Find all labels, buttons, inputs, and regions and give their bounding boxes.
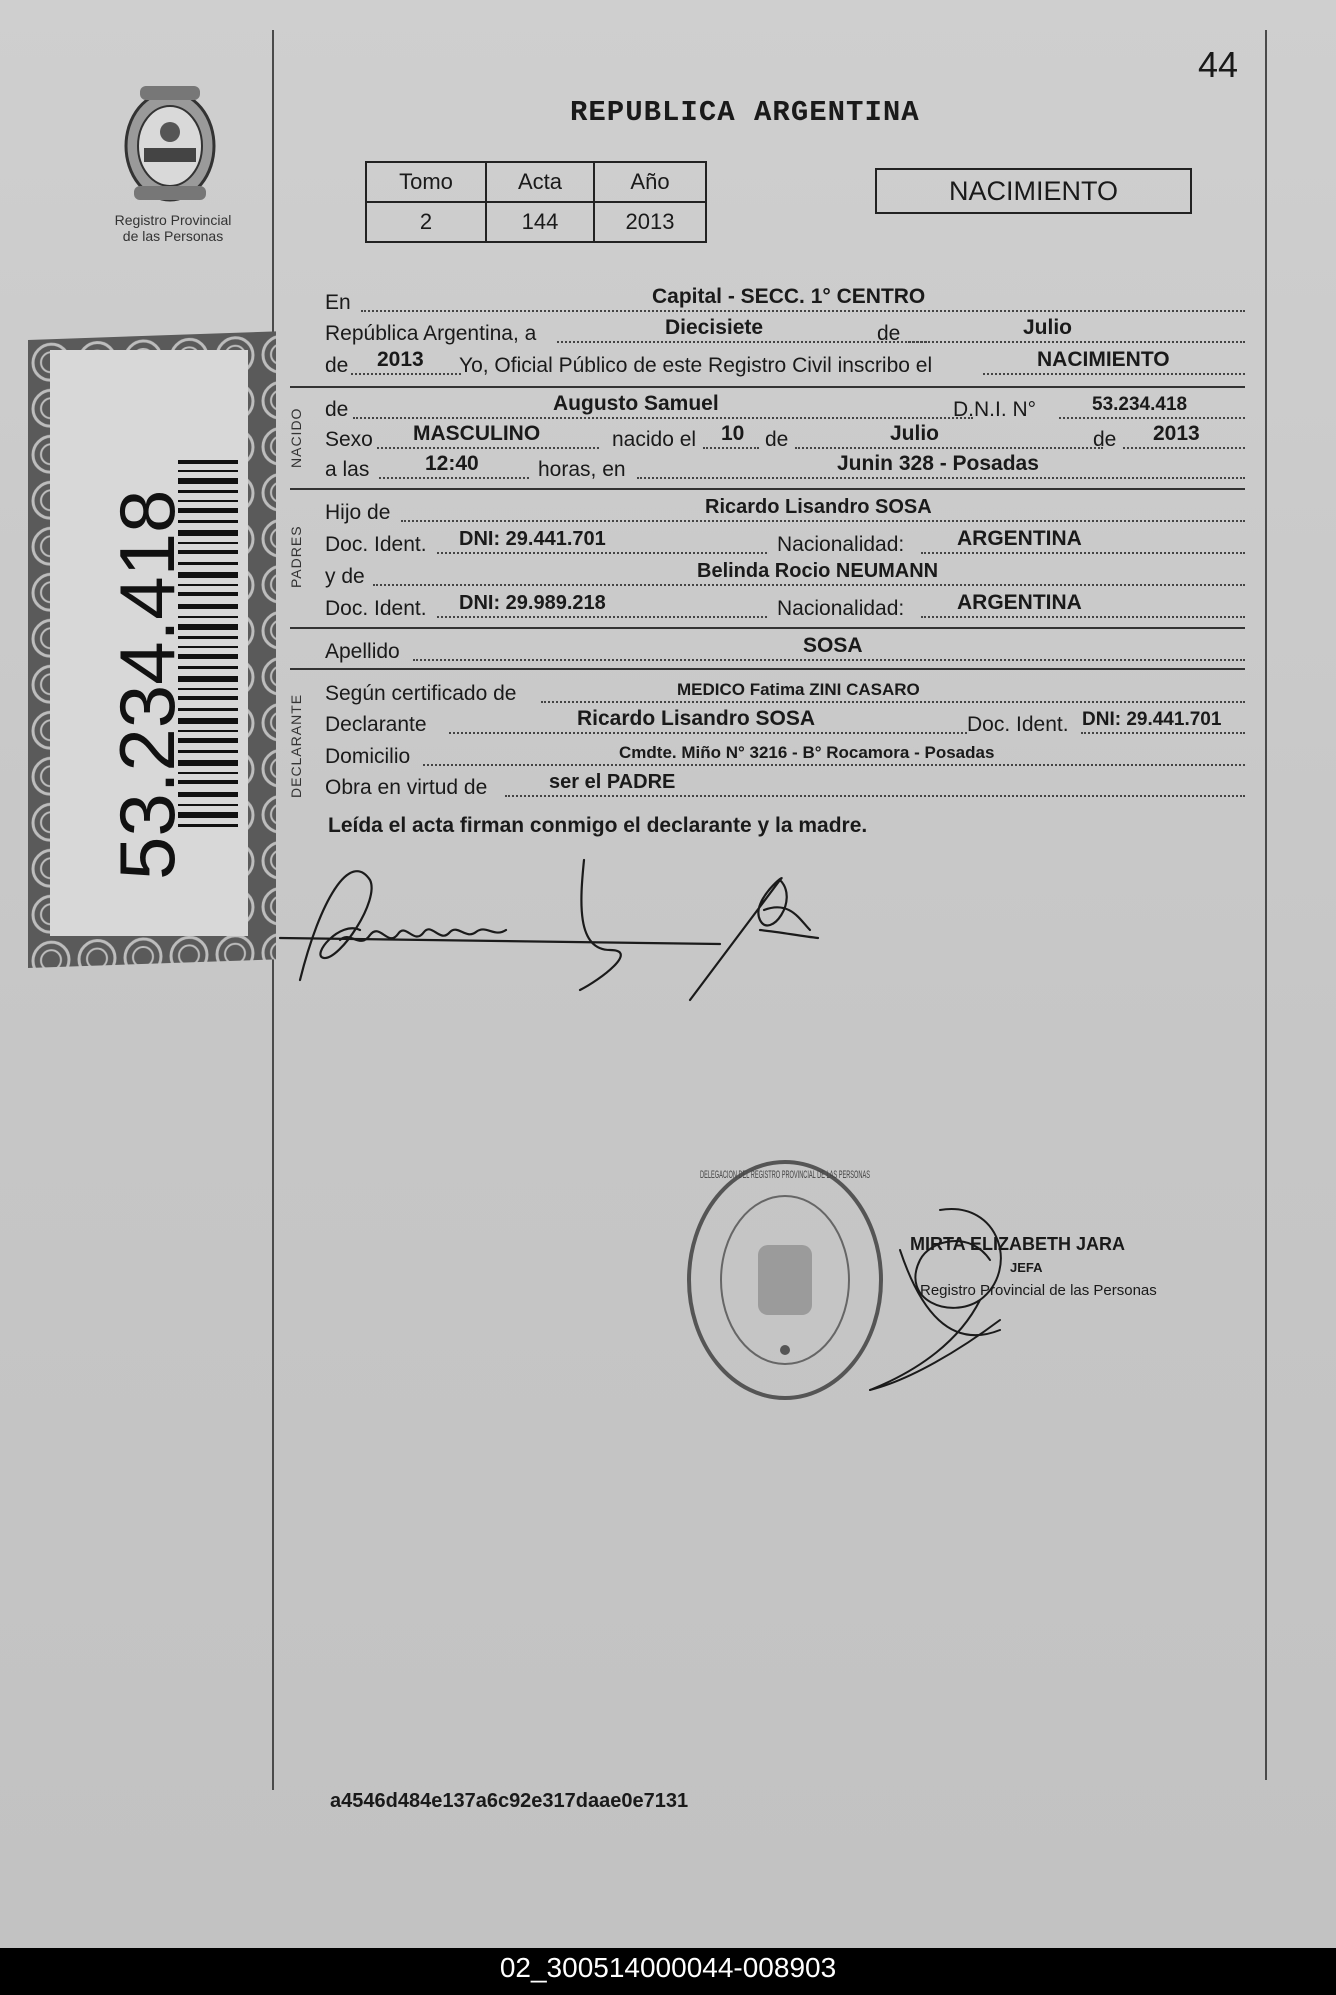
value-tomo: 2 xyxy=(366,202,486,242)
day-value: Diecisiete xyxy=(665,316,764,339)
section-label-nacido: NACIDO xyxy=(288,407,304,468)
month-value: Julio xyxy=(1023,316,1073,339)
signatures-graphic xyxy=(280,840,900,1010)
place-dots xyxy=(637,477,1245,479)
apellido-value: SOSA xyxy=(803,634,863,657)
mother-name-dots xyxy=(373,584,1245,586)
provincial-crest-icon xyxy=(114,82,226,206)
hijo-de-label: Hijo de xyxy=(325,501,391,524)
declarante-dots xyxy=(449,732,967,734)
value-anio: 2013 xyxy=(594,202,706,242)
declarante-doc-value: DNI: 29.441.701 xyxy=(1082,709,1222,730)
domicilio-value: Cmdte. Miño N° 3216 - B° Rocamora - Posadas xyxy=(619,743,995,762)
declarante-label: Declarante xyxy=(325,713,427,736)
father-doc-label: Doc. Ident. xyxy=(325,533,427,556)
section-label-padres: PADRES xyxy=(288,525,304,588)
separator-declarante-top xyxy=(290,668,1245,670)
value-acta: 144 xyxy=(486,202,594,242)
official-office: Registro Provincial de las Personas xyxy=(920,1282,1157,1299)
mother-name-value: Belinda Rocio NEUMANN xyxy=(697,560,939,582)
record-type-box: NACIMIENTO xyxy=(875,168,1192,214)
certificado-value: MEDICO Fatima ZINI CASARO xyxy=(677,680,920,699)
inscribo-dots xyxy=(983,373,1245,375)
year-value: 2013 xyxy=(377,348,424,371)
row-nacido-name xyxy=(325,394,1245,424)
mother-nat-dots xyxy=(921,616,1245,618)
father-doc-dots xyxy=(437,552,767,554)
father-nat-label: Nacionalidad: xyxy=(777,533,905,556)
obra-dots xyxy=(505,795,1245,797)
dni-value: 53.234.418 xyxy=(1092,394,1188,415)
mother-doc-label: Doc. Ident. xyxy=(325,597,427,620)
page-number: 44 xyxy=(1198,44,1239,85)
stamp-text: DELEGACION DEL REGISTRO PROVINCIAL DE LAS PERSONAS xyxy=(700,1169,870,1181)
separator-padres-top xyxy=(290,488,1245,490)
republica-label: República Argentina, a xyxy=(325,322,537,345)
row-certificado xyxy=(325,678,1245,708)
place-value: Junin 328 - Posadas xyxy=(837,452,1039,475)
republica-de-label: de xyxy=(877,322,901,345)
barcode-sticker-graphic xyxy=(28,340,276,968)
mother-nat-label: Nacionalidad: xyxy=(777,597,905,620)
registration-table xyxy=(365,161,707,243)
birth-day-dots xyxy=(703,447,759,449)
header-anio: Año xyxy=(594,162,706,202)
registry-label-line1: Registro Provincial xyxy=(114,212,232,228)
separator-nacido-top xyxy=(290,386,1245,388)
row-y-de xyxy=(325,561,1245,591)
separator-apellido-top xyxy=(290,627,1245,629)
birth-year-value: 2013 xyxy=(1153,422,1200,445)
official-name: MIRTA ELIZABETH JARA xyxy=(910,1234,1125,1254)
domicilio-label: Domicilio xyxy=(325,745,411,768)
footer-code: 02_300514000044-008903 xyxy=(499,1952,837,1983)
birth-month-dots xyxy=(795,447,1103,449)
document-hash: a4546d484e137a6c92e317daae0e7131 xyxy=(330,1790,689,1812)
horas-label: horas, en xyxy=(538,458,626,481)
sexo-dots xyxy=(377,447,599,449)
section-label-declarante: DECLARANTE xyxy=(288,693,304,798)
declarante-doc-label: Doc. Ident. xyxy=(967,713,1069,736)
domicilio-dots xyxy=(423,764,1245,766)
birth-year-dots xyxy=(1123,447,1245,449)
registration-value-row xyxy=(366,202,706,242)
row-republica xyxy=(325,318,1245,348)
header-acta: Acta xyxy=(486,162,594,202)
row-apellido xyxy=(325,636,1245,666)
y-de-label: y de xyxy=(325,565,365,588)
birth-month-value: Julio xyxy=(890,422,940,445)
obra-value: ser el PADRE xyxy=(549,771,676,793)
row-nacido-sexo xyxy=(325,424,1245,454)
father-doc-value: DNI: 29.441.701 xyxy=(459,528,606,550)
mother-doc-value: DNI: 29.989.218 xyxy=(459,592,606,614)
father-name-value: Ricardo Lisandro SOSA xyxy=(705,496,932,518)
declarante-doc-dots xyxy=(1081,732,1245,734)
a-las-label: a las xyxy=(325,458,370,481)
sexo-label: Sexo xyxy=(325,428,373,451)
father-nat-value: ARGENTINA xyxy=(957,527,1082,550)
oficial-de-label: de xyxy=(325,354,349,377)
declarante-value: Ricardo Lisandro SOSA xyxy=(577,707,816,730)
nacido-de-label-2: de xyxy=(765,428,789,451)
row-mother-doc xyxy=(325,593,1245,623)
official-seal-stamp xyxy=(680,1150,890,1410)
republica-dots-1 xyxy=(557,341,927,343)
closing-text: Leída el acta firman conmigo el declarante y la madre. xyxy=(328,814,868,837)
mother-nat-value: ARGENTINA xyxy=(957,591,1082,614)
certificado-dots xyxy=(541,701,1245,703)
apellido-dots xyxy=(413,659,1245,661)
row-domicilio xyxy=(325,741,1245,771)
dni-label: D.N.I. N° xyxy=(953,398,1037,421)
en-dots xyxy=(361,310,1245,312)
year-dots xyxy=(351,373,461,375)
barcode-number: 53.234.418 xyxy=(103,489,191,880)
nacido-el-label: nacido el xyxy=(612,428,697,451)
nacido-name-value: Augusto Samuel xyxy=(553,392,719,415)
registry-label-line2: de las Personas xyxy=(122,228,224,244)
official-role: JEFA xyxy=(1010,1260,1043,1275)
row-declarante xyxy=(325,709,1245,739)
header-tomo: Tomo xyxy=(366,162,486,202)
republica-dots-2 xyxy=(905,341,1245,343)
nacido-de-label-3: de xyxy=(1093,428,1117,451)
row-en xyxy=(325,287,1245,317)
father-nat-dots xyxy=(921,552,1245,554)
sexo-value: MASCULINO xyxy=(413,422,541,445)
oficial-text: Yo, Oficial Público de este Registro Civil inscribo el xyxy=(459,354,933,377)
registration-header-row xyxy=(366,162,706,202)
time-dots xyxy=(379,477,529,479)
apellido-label: Apellido xyxy=(325,640,400,663)
document-title: REPUBLICA ARGENTINA xyxy=(570,96,920,129)
certificado-label: Según certificado de xyxy=(325,682,517,705)
row-obra xyxy=(325,772,1245,802)
row-oficial xyxy=(325,350,1245,380)
inscribo-value: NACIMIENTO xyxy=(1037,348,1170,371)
father-name-dots xyxy=(401,520,1245,522)
row-father-doc xyxy=(325,529,1245,559)
right-margin-line xyxy=(1265,30,1267,1780)
nacido-de-label: de xyxy=(325,398,349,421)
dni-dots xyxy=(1059,417,1245,419)
barcode-sticker xyxy=(28,340,276,968)
birth-day-value: 10 xyxy=(721,422,745,445)
nacido-name-dots xyxy=(353,417,973,419)
row-nacido-hora xyxy=(325,454,1245,484)
mother-doc-dots xyxy=(437,616,767,618)
registry-label xyxy=(98,212,248,244)
row-hijo-de xyxy=(325,497,1245,527)
time-value: 12:40 xyxy=(425,452,479,475)
official-signature-graphic xyxy=(860,1190,1020,1410)
obra-label: Obra en virtud de xyxy=(325,776,488,799)
en-label: En xyxy=(325,291,351,314)
en-value: Capital - SECC. 1° CENTRO xyxy=(652,285,926,308)
